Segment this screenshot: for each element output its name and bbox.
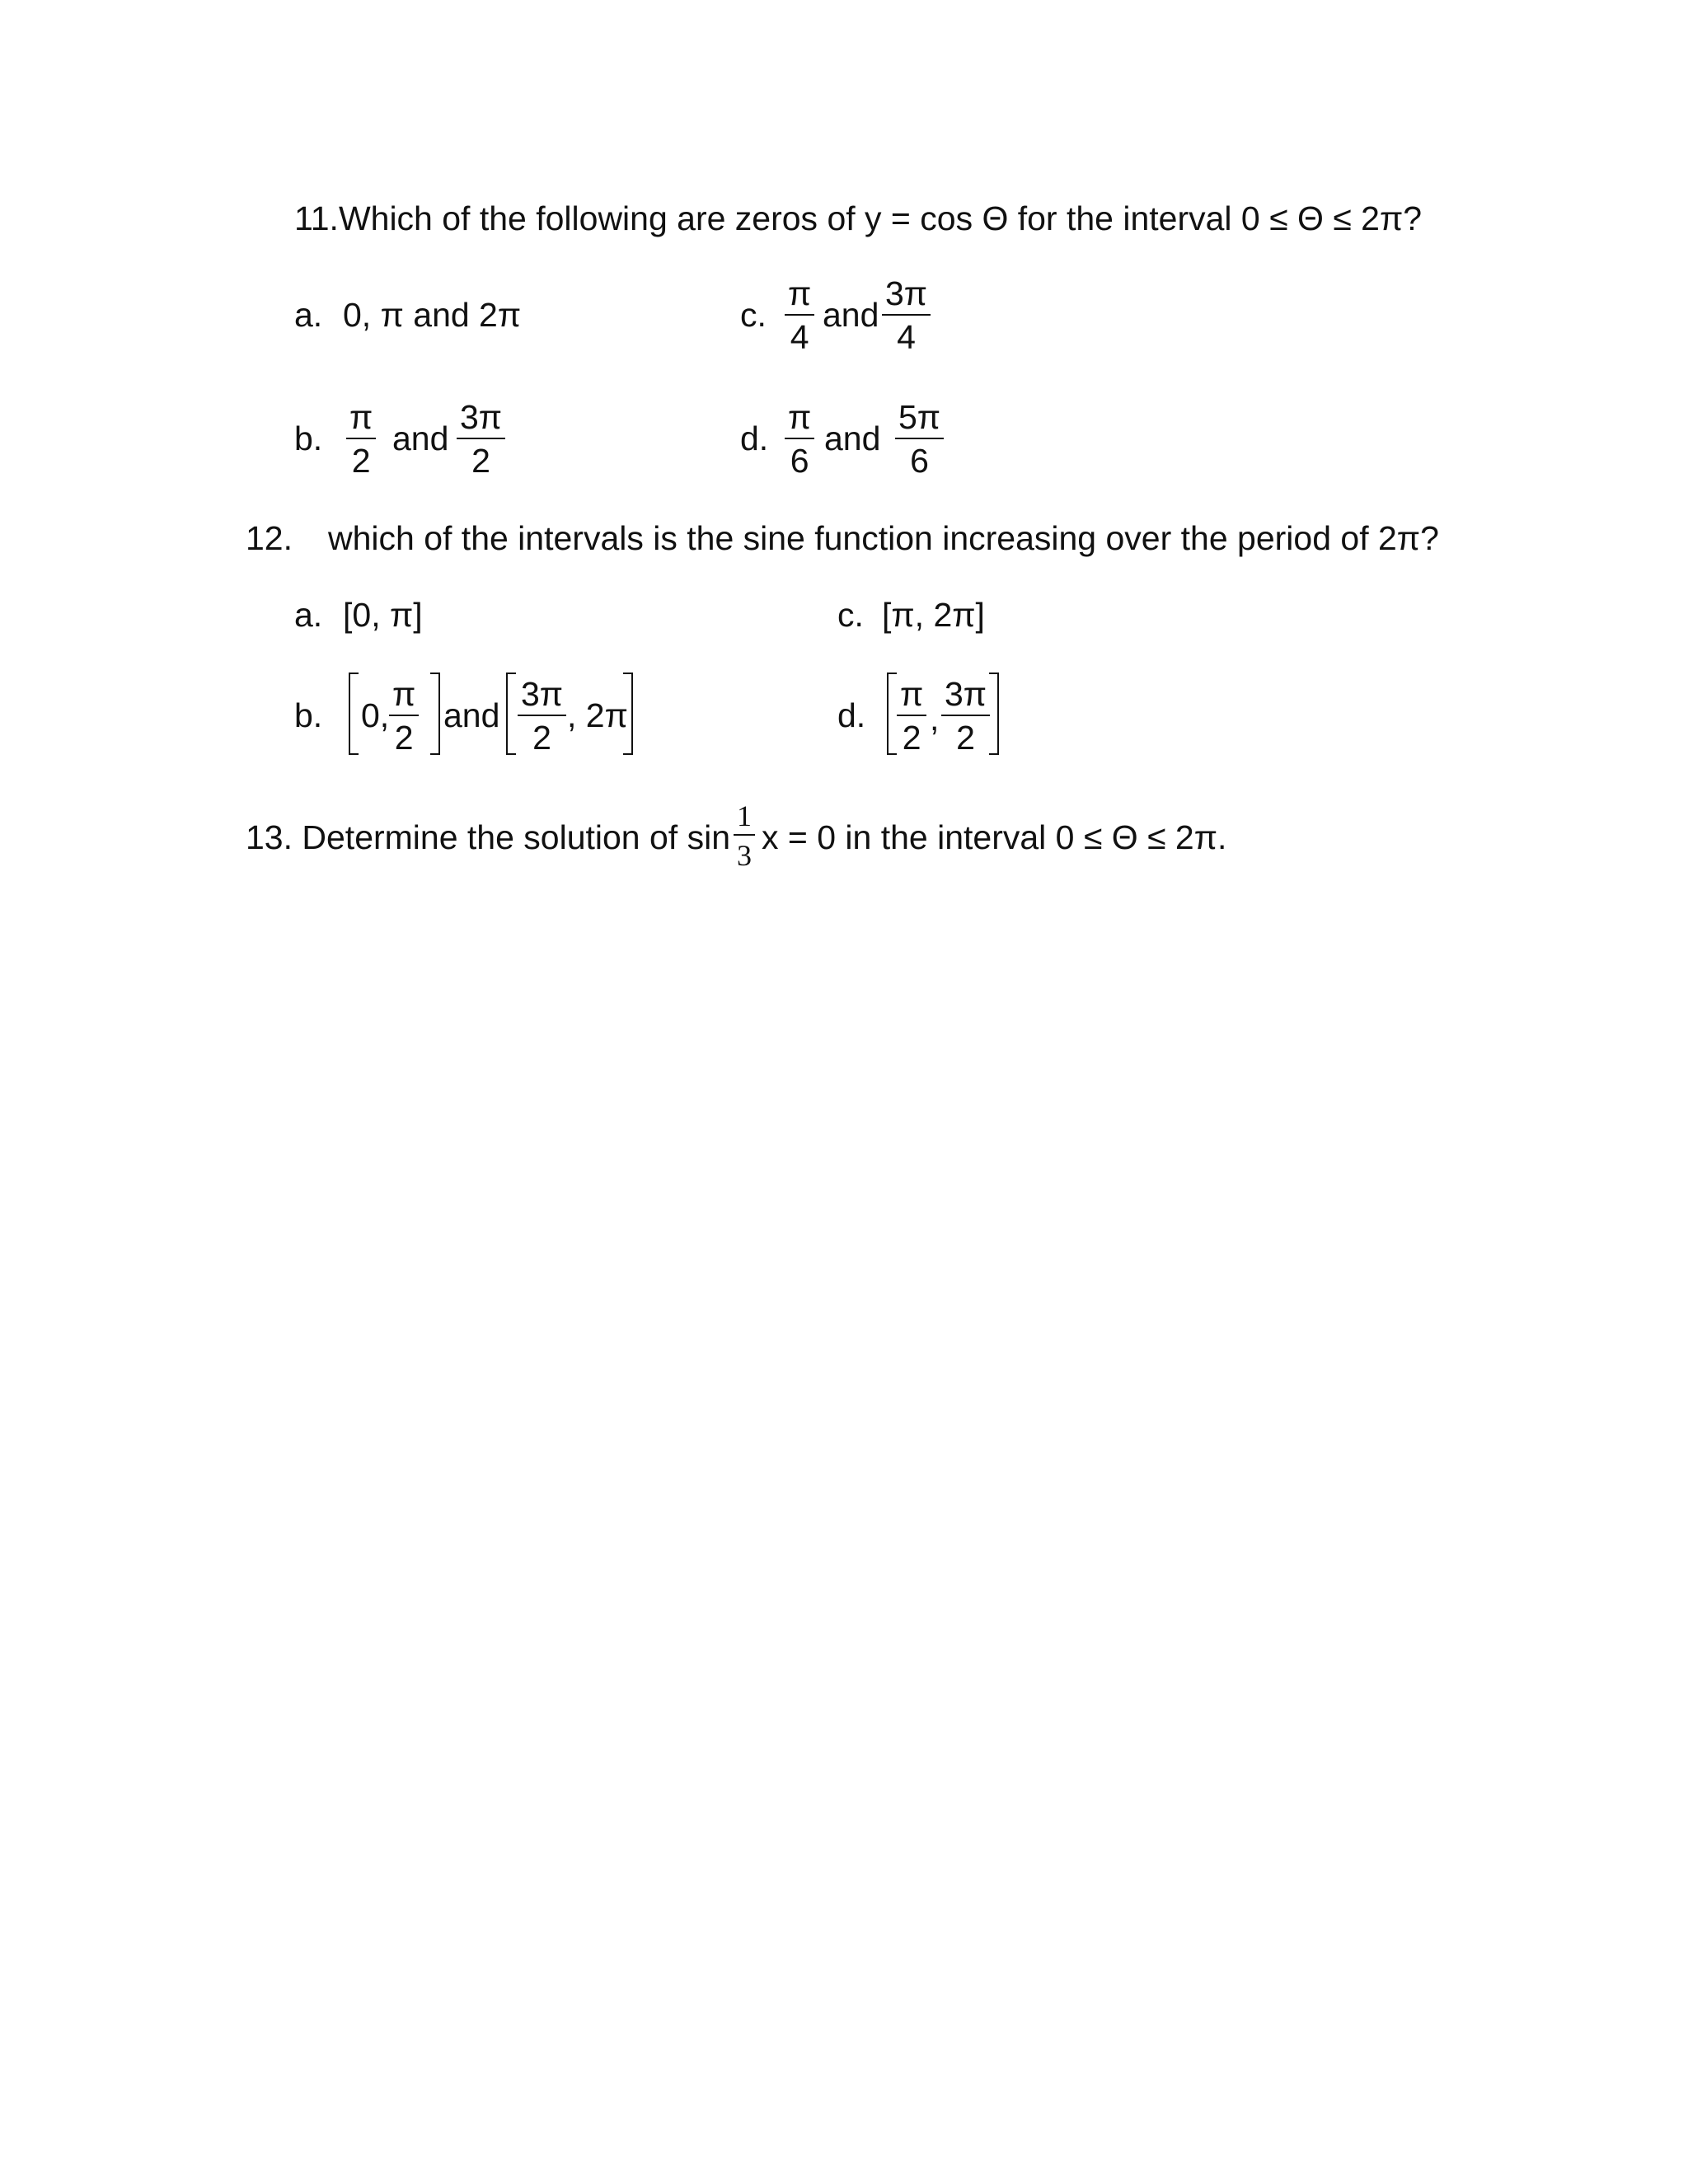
q11-option-b-and: and — [392, 419, 449, 457]
denominator: 2 — [351, 442, 371, 480]
numerator: π — [349, 398, 373, 436]
q12-option-d-fraction-2 — [941, 677, 990, 755]
q11-option-b-fraction-1 — [346, 398, 376, 480]
q12-option-d-comma: , — [930, 700, 940, 738]
numerator: π — [788, 274, 812, 312]
q12-option-d-fraction-1 — [897, 677, 926, 755]
denominator: 6 — [790, 442, 809, 480]
right-bracket — [989, 673, 999, 755]
question-13-text-after: x = 0 in the interval 0 ≤ Θ ≤ 2π. — [762, 818, 1227, 856]
q11-option-b-label: b. — [294, 419, 323, 457]
q11-option-c-label: c. — [740, 296, 767, 334]
q12-option-a-label: a. — [294, 596, 323, 634]
numerator: 3π — [521, 675, 564, 713]
denominator: 2 — [532, 719, 551, 757]
q11-option-c-fraction-1 — [785, 274, 814, 356]
question-12-stem: which of the intervals is the sine function increasing over the period of 2π? — [328, 519, 1439, 557]
numerator: 1 — [737, 799, 752, 832]
left-bracket — [506, 673, 516, 755]
right-bracket — [623, 673, 633, 755]
numerator: 3π — [885, 274, 928, 312]
q12-option-b-and: and — [443, 696, 500, 734]
q12-option-c-text: [π, 2π] — [882, 596, 985, 634]
question-13-text-before: 13. Determine the solution of sin — [246, 818, 730, 856]
q11-option-d-fraction-1 — [785, 398, 814, 480]
numerator: 5π — [898, 398, 941, 436]
q12-option-b-interval-2-end: , 2π — [567, 696, 628, 734]
numerator: π — [392, 675, 416, 713]
numerator: π — [900, 675, 924, 713]
denominator: 2 — [471, 442, 490, 480]
denominator: 2 — [394, 719, 414, 757]
numerator: π — [788, 398, 812, 436]
question-11-stem: 11.Which of the following are zeros of y = cos Θ for the interval 0 ≤ Θ ≤ 2π? — [294, 199, 1423, 237]
denominator: 6 — [910, 442, 929, 480]
q13-fraction — [734, 801, 755, 870]
numerator: 3π — [945, 675, 987, 713]
q11-option-d-label: d. — [740, 419, 769, 457]
q12-option-b-interval-1-fraction — [389, 677, 419, 755]
q12-option-a-text: [0, π] — [343, 596, 423, 634]
q11-option-c-fraction-2 — [882, 274, 931, 356]
denominator: 2 — [902, 719, 921, 757]
q12-option-b-label: b. — [294, 696, 323, 734]
q11-option-c-and: and — [823, 296, 879, 334]
numerator: 3π — [460, 398, 503, 436]
denominator: 2 — [956, 719, 975, 757]
question-12-number: 12. — [246, 519, 293, 557]
left-bracket — [887, 673, 897, 755]
q11-option-a-text: 0, π and 2π — [343, 296, 522, 334]
denominator: 4 — [897, 318, 916, 356]
q12-option-b-interval-1-start: 0, — [361, 696, 390, 734]
q12-option-c-label: c. — [837, 596, 864, 634]
q11-option-d-and: and — [824, 419, 881, 457]
left-bracket — [349, 673, 359, 755]
q11-option-d-fraction-2 — [895, 398, 944, 480]
denominator: 4 — [790, 318, 809, 356]
q11-option-a-label: a. — [294, 296, 323, 334]
right-bracket — [430, 673, 440, 755]
q11-option-b-fraction-2 — [457, 398, 505, 480]
denominator: 3 — [737, 839, 752, 872]
q12-option-d-label: d. — [837, 696, 866, 734]
q12-option-b-interval-2-fraction — [518, 677, 566, 755]
